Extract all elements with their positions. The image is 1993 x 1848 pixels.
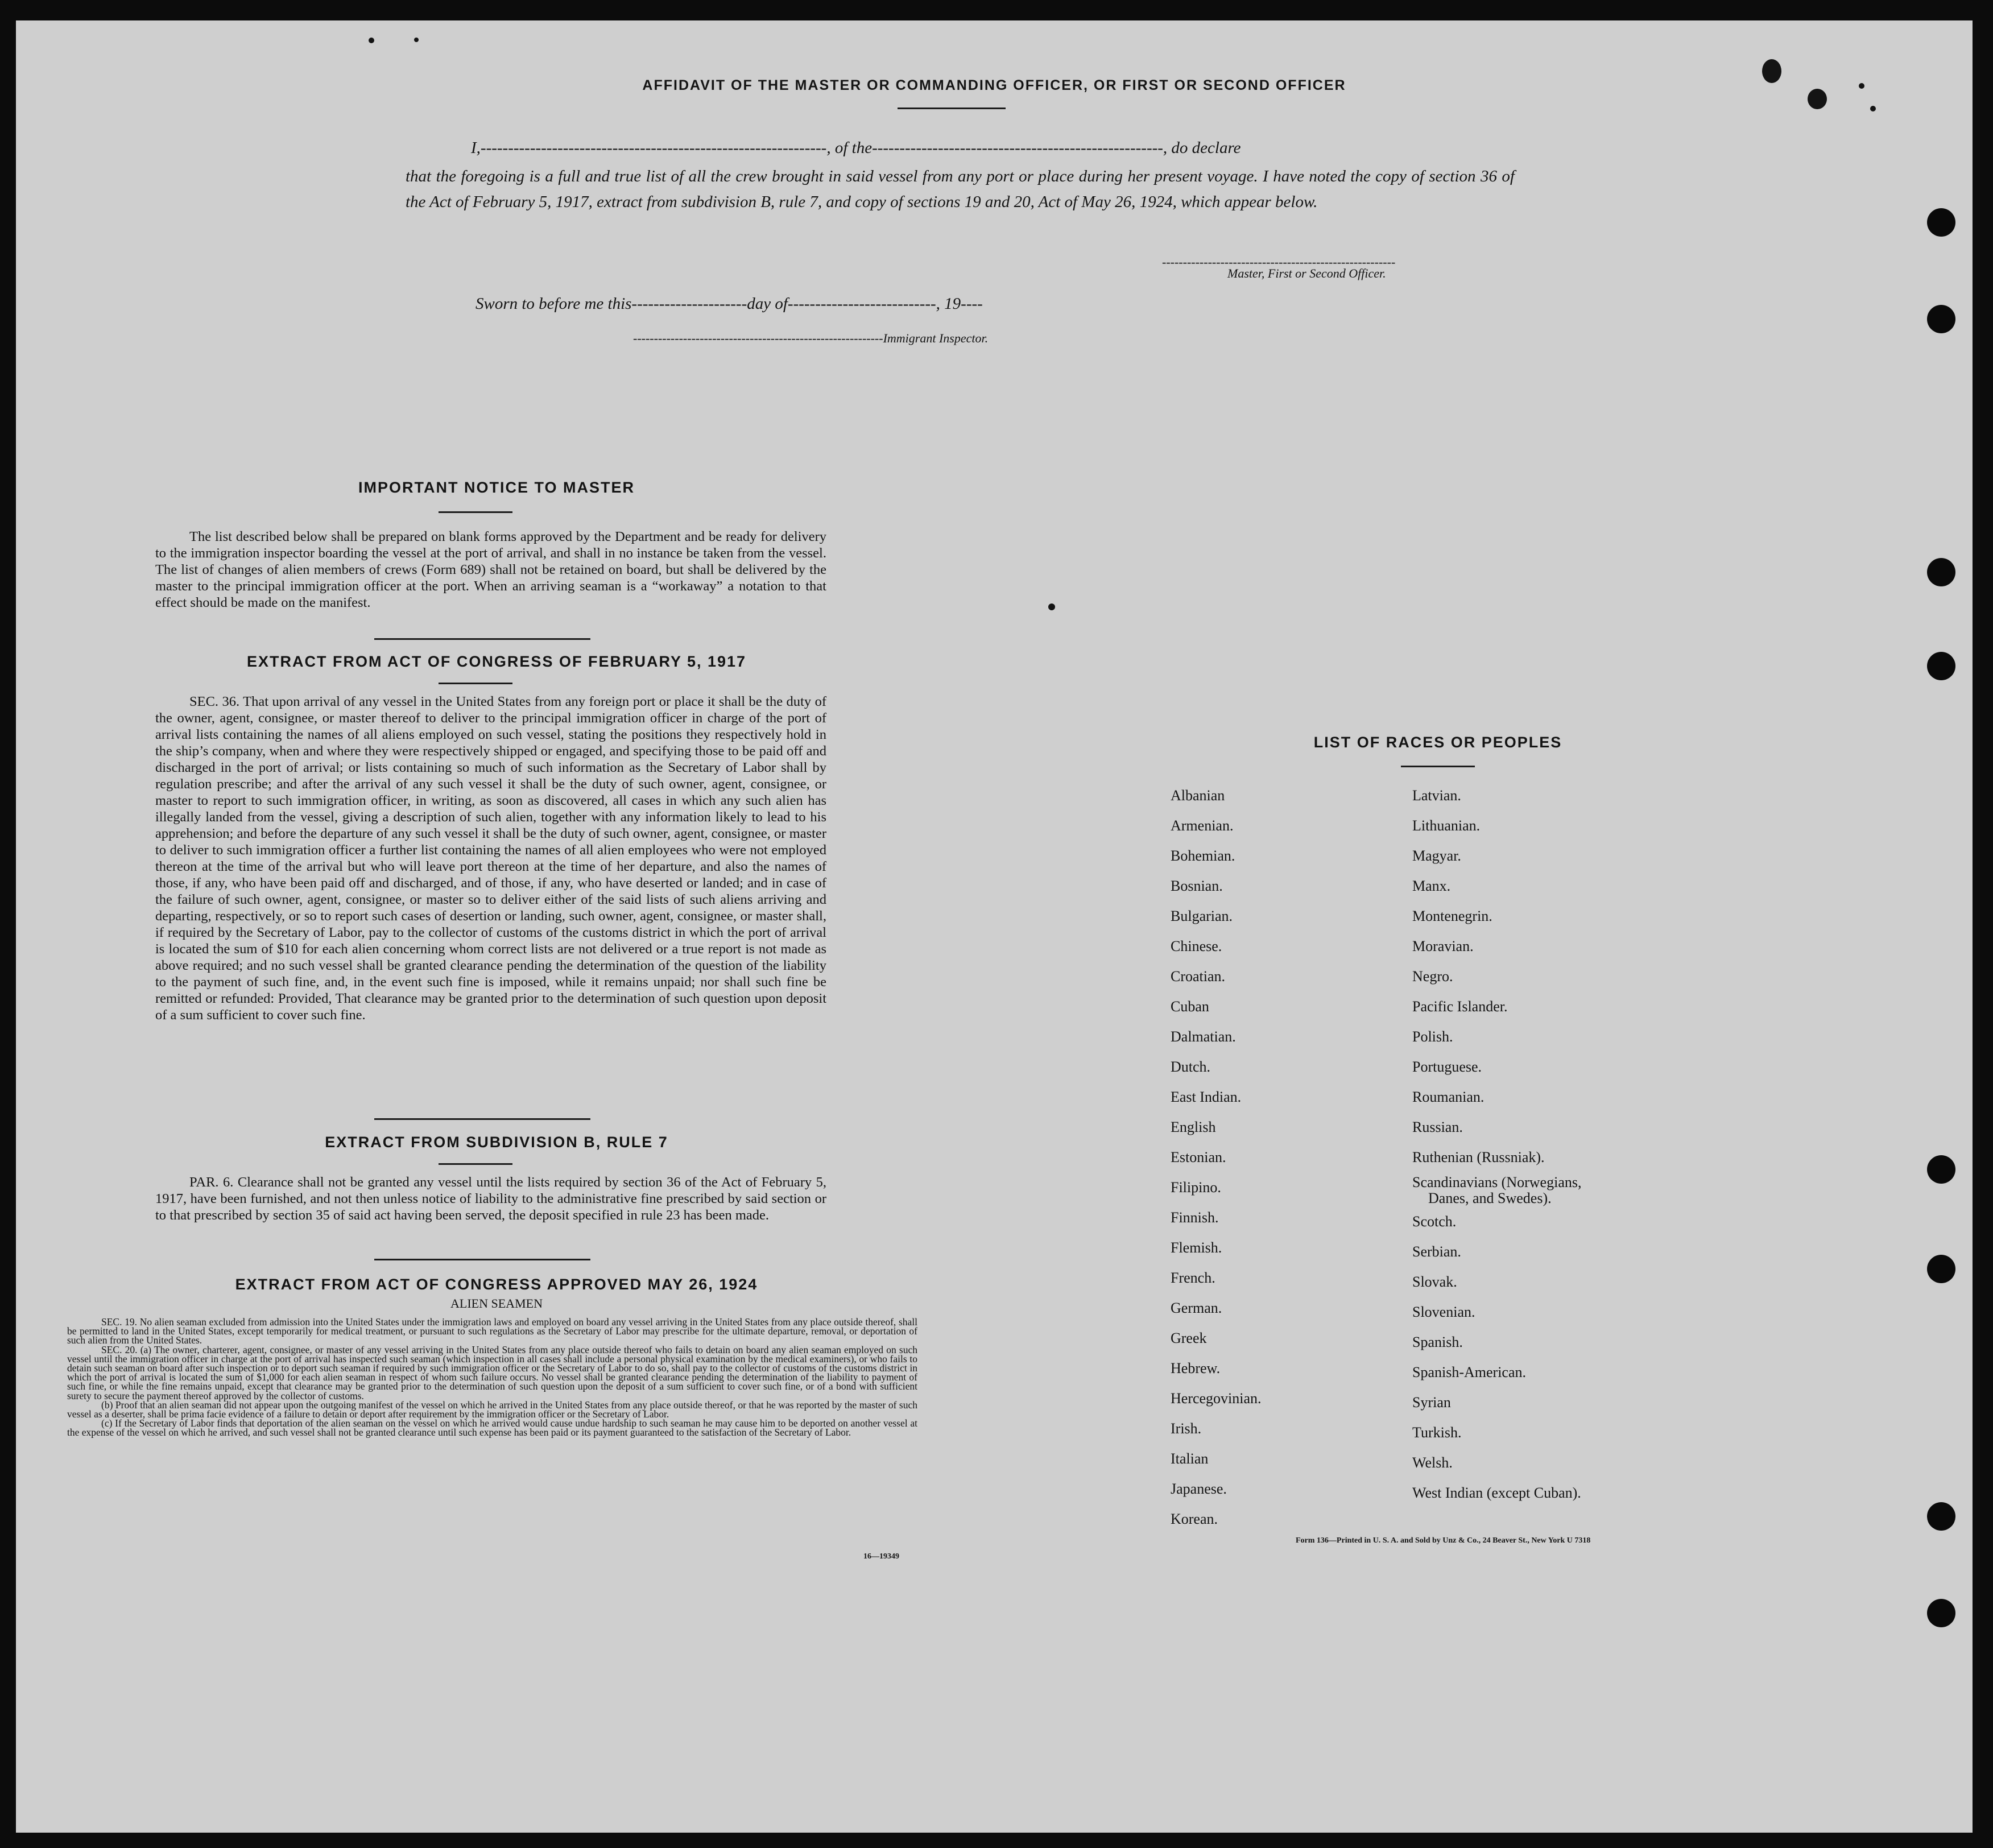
race-item: Moravian. <box>1412 938 1474 954</box>
race-item: Welsh. <box>1412 1454 1453 1471</box>
year-label: , 19 <box>936 295 961 313</box>
punch-hole <box>1927 1155 1955 1184</box>
sec20b-text: (b) Proof that an alien seaman did not appear upon the outgoing manifest of the vessel on which he arrived in the United States from any place outside thereof, or that he was reported by the master of such vessel as a deserter, shall be prima facie evidence of a failure to detain or deport after requirement by the immigration officer or the Secretary of Labor. <box>67 1399 917 1420</box>
race-item: Portuguese. <box>1412 1059 1482 1075</box>
race-item: Negro. <box>1412 968 1453 985</box>
race-item: Cuban <box>1171 998 1209 1015</box>
inspector-caption: Immigrant Inspector. <box>883 331 989 345</box>
race-item: Syrian <box>1412 1394 1451 1411</box>
race-item: Serbian. <box>1412 1243 1461 1260</box>
signature-blank: -------------------------------------------------------- <box>1162 255 1396 269</box>
extract-1917-body: SEC. 36. That upon arrival of any vessel in the United States from any foreign port or place it shall be the duty of the owner, agent, consignee, or master thereof to deliver to the principal immigration officer in charge of the port of arrival lists containing the names of all aliens employed on such vessel, stating the positions they respectively hold in the ship’s company, when and where they were respectively shipped or engaged, and specifying those to be paid off and discharged in the port of arrival; or lists containing so much of such information as the Secretary of Labor shall by regulation prescribe; and after the arrival of any such vessel it shall be the duty of such owner, agent, consignee, or master to report to such immigration officer, in writing, as soon as discovered, all cases in which any such alien has illegally landed from the vessel, giving a description of such alien, together with any information likely to lead to his apprehension; and before the departure of any such vessel it shall be the duty of such owner, agent, consignee, or master to deliver to such immigration officer a further list containing the names of all alien employees who were not employed thereon at the time of the arrival but who will leave port thereon at the time of her departure, and also the names of those, if any, who have been paid off and discharged, and of those, if any, who have deserted or landed; and in case of the failure of such owner, agent, consignee, or master so to deliver either of the said lists of such aliens arriving and departing, respectively, or so to report such cases of desertion or landing, such owner, agent, consignee, or master shall, if required by the Secretary of Labor, pay to the collector of customs of the customs district in which the port of arrival is located the sum of $10 for each alien concerning whom correct lists are not delivered or a true report is not made as above required; and no such vessel shall be granted clearance pending the determination of the question of the liability to the payment of such fine, and, in the event such fine is imposed, while it remains unpaid; nor shall such fine be remitted or refunded: Provided, That clearance may be granted prior to the determination of such question upon deposit of a sum sufficient to cover such fine. <box>155 694 826 1023</box>
race-item: Korean. <box>1171 1511 1218 1527</box>
race-item: Irish. <box>1171 1420 1202 1437</box>
race-item: Manx. <box>1412 878 1451 894</box>
sec20c-text: (c) If the Secretary of Labor finds that deportation of the alien seaman on the vessel on which he arrived would cause undue hardship to such seaman he may cause him to be deported on another vessel at the expense of the vessel on which he arrived, and such vessel shall not be granted clearance until such expense has been paid or its payment guaranteed to the satisfaction of the Secretary of Labor. <box>67 1417 917 1438</box>
punch-hole <box>1927 208 1955 237</box>
punch-hole <box>1927 1255 1955 1283</box>
extract-1917-title: EXTRACT FROM ACT OF CONGRESS OF FEBRUARY 5, 1917 <box>246 653 747 670</box>
declarant-prefix: I, <box>471 139 481 157</box>
race-item: Croatian. <box>1171 968 1226 985</box>
sworn-month-blank: --------------------------- <box>787 295 936 313</box>
notice-title: IMPORTANT NOTICE TO MASTER <box>358 479 635 496</box>
vessel-name-blank: ----------------------------------------------------- <box>872 139 1163 157</box>
races-right-column <box>1412 780 1581 1508</box>
extract-rule7-body: PAR. 6. Clearance shall not be granted any vessel until the lists required by section 36 of the Act of February 5, 1917, have been furnished, and not then unless notice of liability to the administrative fine prescribed by said section or to that prescribed by section 35 of said act having been served, the deposit specified in rule 23 has been made. <box>155 1175 826 1223</box>
declarant-name-blank: --------------------------------------------------------------- <box>480 139 827 157</box>
extract-1924-subtitle: ALIEN SEAMEN <box>450 1296 543 1310</box>
punch-hole <box>1927 1502 1955 1531</box>
day-of-label: day of <box>747 295 788 313</box>
section-divider <box>374 1259 590 1260</box>
inspector-blank: ------------------------------------------------------------ <box>633 331 883 345</box>
sworn-label: Sworn to before me this <box>475 295 632 313</box>
inspector-line <box>633 331 988 346</box>
ink-speck <box>1870 106 1876 111</box>
races-left-column <box>1171 780 1262 1534</box>
race-item: Albanian <box>1171 787 1225 804</box>
races-title: LIST OF RACES OR PEOPLES <box>1313 734 1562 751</box>
race-item: Scotch. <box>1412 1213 1457 1230</box>
race-item: German. <box>1171 1300 1222 1316</box>
race-item: English <box>1171 1119 1216 1135</box>
race-item: Japanese. <box>1171 1481 1227 1497</box>
section-divider <box>374 638 590 640</box>
race-item <box>1412 1172 1581 1206</box>
affidavit-title: AFFIDAVIT OF THE MASTER OR COMMANDING OFFICER, OR FIRST OR SECOND OFFICER <box>642 77 1346 93</box>
race-item: Greek <box>1171 1330 1207 1346</box>
sworn-day-blank: --------------------- <box>631 295 747 313</box>
race-item: Latvian. <box>1412 787 1461 804</box>
ink-speck <box>414 38 419 42</box>
race-item: Spanish. <box>1412 1334 1463 1350</box>
print-code: 16—19349 <box>863 1552 899 1561</box>
race-item: Magyar. <box>1412 847 1461 864</box>
race-item: French. <box>1171 1270 1215 1286</box>
race-item-continuation: Danes, and Swedes). <box>1428 1190 1552 1206</box>
race-item: Ruthenian (Russniak). <box>1412 1149 1545 1165</box>
section-divider <box>374 1118 590 1120</box>
form-footer: Form 136—Printed in U. S. A. and Sold by Unz & Co., 24 Beaver St., New York U 7318 <box>1296 1536 1591 1545</box>
signature-caption: Master, First or Second Officer. <box>1227 266 1386 280</box>
race-item: Estonian. <box>1171 1149 1226 1165</box>
sec19-text: SEC. 19. No alien seaman excluded from admission into the United States under the immigration laws and employed on board any vessel arriving in the United States from any place outside thereof, shall be permitted to land in the United States, except temporarily for medical treatment, or pursuant to such regulations as the Secretary of Labor may prescribe for the ultimate departure, removal, or deportation of such alien from the United States. <box>67 1316 917 1346</box>
of-the-label: , of the <box>826 139 873 157</box>
race-item: Slovenian. <box>1412 1304 1475 1320</box>
extract-rule7-underline <box>439 1163 512 1165</box>
race-item: Polish. <box>1412 1028 1453 1045</box>
extract-1924-body <box>67 1317 917 1437</box>
races-underline <box>1401 766 1475 767</box>
race-item: Spanish-American. <box>1412 1364 1527 1380</box>
race-item: Filipino. <box>1171 1179 1221 1196</box>
notice-body: The list described below shall be prepared on blank forms approved by the Department and be ready for delivery to the immigration inspector boarding the vessel at the port of arrival, and shall in no instance be taken from the vessel. The list of changes of alien members of crews (Form 689) shall not be retained on board, but shall be delivered by the master to the principal immigration officer at the port. When an arriving seaman is a “workaway” a notation to that effect should be made on the manifest. <box>155 529 826 610</box>
race-item: Bohemian. <box>1171 847 1235 864</box>
race-item: Hebrew. <box>1171 1360 1221 1376</box>
extract-1924-title: EXTRACT FROM ACT OF CONGRESS APPROVED MAY 26, 1924 <box>235 1276 758 1293</box>
race-item: Turkish. <box>1412 1424 1462 1441</box>
race-item: Russian. <box>1412 1119 1463 1135</box>
race-item: Slovak. <box>1412 1274 1457 1290</box>
ink-speck <box>369 38 374 43</box>
notice-underline <box>439 511 512 513</box>
sec20a-text: SEC. 20. (a) The owner, charterer, agent, consignee, or master of any vessel arriving in the United States from any place outside thereof who fails to detain on board any alien seaman employed on such vessel until the immigration officer in charge at the port of arrival has inspected such seaman (which inspection in all cases shall include a personal physical examination by the medical examiners), or who fails to detain such seaman on board after such inspection or to deport such seaman if required by such immigration officer or the Secretary of Labor to do so, shall pay to the collector of customs of the customs district in which the port of arrival is located the sum of $1,000 for each alien seaman in respect of whom such failure occurs. No vessel shall be granted clearance pending the determination of the liability to payment of such fine, or while the fine remains unpaid, except that clearance may be granted prior to the determination of such question upon the deposit of a sum sufficient to cover such fine, or of a bond with sufficient surety to secure the payment thereof approved by the collector of customs. <box>67 1343 917 1401</box>
punch-hole <box>1927 1599 1955 1627</box>
race-item: Montenegrin. <box>1412 908 1492 924</box>
race-item: Bosnian. <box>1171 878 1223 894</box>
race-item: West Indian (except Cuban). <box>1412 1485 1581 1501</box>
race-item: East Indian. <box>1171 1089 1242 1105</box>
punch-hole <box>1927 305 1955 333</box>
race-item: Finnish. <box>1171 1209 1219 1226</box>
punch-hole <box>1927 652 1955 680</box>
race-item: Hercegovinian. <box>1171 1390 1262 1407</box>
race-item: Chinese. <box>1171 938 1222 954</box>
sworn-year-blank: ---- <box>961 295 983 313</box>
punch-hole <box>1927 558 1955 586</box>
race-item: Dutch. <box>1171 1059 1211 1075</box>
document-page <box>16 20 1973 1833</box>
declaration-line <box>471 139 1241 158</box>
race-item: Flemish. <box>1171 1239 1222 1256</box>
title-underline <box>898 108 1006 109</box>
extract-rule7-title: EXTRACT FROM SUBDIVISION B, RULE 7 <box>325 1134 668 1151</box>
extract-1917-underline <box>439 683 512 684</box>
race-item: Roumanian. <box>1412 1089 1485 1105</box>
race-item: Pacific Islander. <box>1412 998 1508 1015</box>
affidavit-body: that the foregoing is a full and true list of all the crew brought in said vessel from any port or place during her present voyage. I have noted the copy of section 36 of the Act of February 5, 1917, extract from subdivision B, rule 7, and copy of sections 19 and 20, Act of May 26, 1924, which appear below. <box>406 167 1515 211</box>
sworn-line <box>475 295 983 313</box>
race-item-line: Scandinavians (Norwegians, <box>1412 1174 1582 1190</box>
race-item: Lithuanian. <box>1412 817 1481 834</box>
ink-speck <box>1048 603 1055 610</box>
do-declare-label: , do declare <box>1163 139 1241 157</box>
race-item: Bulgarian. <box>1171 908 1233 924</box>
race-item: Italian <box>1171 1450 1209 1467</box>
race-item: Armenian. <box>1171 817 1234 834</box>
race-item: Dalmatian. <box>1171 1028 1236 1045</box>
